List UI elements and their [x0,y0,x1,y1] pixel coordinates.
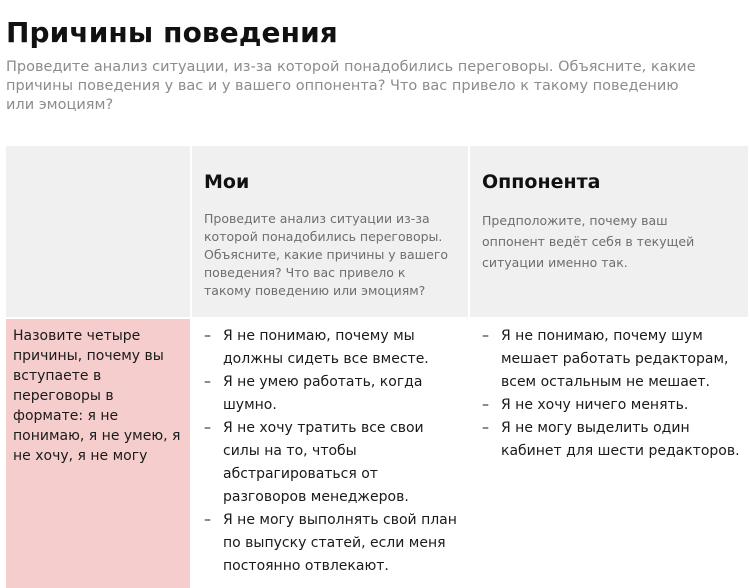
list-item [204,371,460,417]
bullet-dash: – [482,397,489,413]
column-header-mine [192,146,468,317]
list-item [482,394,740,417]
column-description-mine: Проведите анализ ситуации из-за которой понадобились переговоры. Объясните, какие причины у вашего поведения? Что вас привело к такому поведению или эмоциям? [204,211,449,298]
list-item-text: Я не могу выполнять свой план по выпуску статей, если меня постоянно отвлекают. [223,512,457,574]
column-title-opponent: Оппонента [482,171,601,193]
list-item [204,509,460,578]
list-item-text: Я не могу выделить один кабинет для шести редакторов. [501,420,740,459]
list-item-text: Я не хочу ничего менять. [501,397,689,413]
bullet-dash: – [204,374,211,390]
list-item [204,325,460,371]
bullet-dash: – [482,328,489,344]
list-item [204,417,460,509]
opponent-reasons-list [470,319,748,463]
list-item [482,417,740,463]
mine-reasons-list [192,319,468,578]
row-label: Назовите четыре причины, почему вы вступаете в переговоры в формате: я не понимаю, я не умею, я не хочу, я не могу [6,319,190,588]
bullet-dash: – [482,420,489,436]
behavior-table [6,146,744,586]
opponent-reasons-cell [470,319,748,588]
list-item-text: Я не понимаю, почему шум мешает работать редакторам, всем остальным не мешает. [501,328,729,390]
list-item-text: Я не хочу тратить все свои силы на то, чтобы абстрагироваться от разговоров менеджеров. [223,420,424,505]
table-corner-cell [6,146,190,317]
page-title: Причины поведения [6,16,338,49]
bullet-dash: – [204,512,211,528]
list-item [482,325,740,394]
list-item-text: Я не умею работать, когда шумно. [223,374,423,413]
column-header-opponent [470,146,748,317]
list-item-text: Я не понимаю, почему мы должны сидеть все вместе. [223,328,429,367]
column-description-opponent: Предположите, почему ваш оппонент ведёт себя в текущей ситуации именно так. [482,213,695,270]
page-subtitle: Проведите анализ ситуации, из-за которой понадобились переговоры. Объясните, какие причины поведения у вас и у вашего оппонента? Что вас привело к такому поведению или эмоциям? [6,59,696,113]
column-title-mine: Мои [204,171,250,193]
bullet-dash: – [204,328,211,344]
bullet-dash: – [204,420,211,436]
mine-reasons-cell [192,319,468,588]
